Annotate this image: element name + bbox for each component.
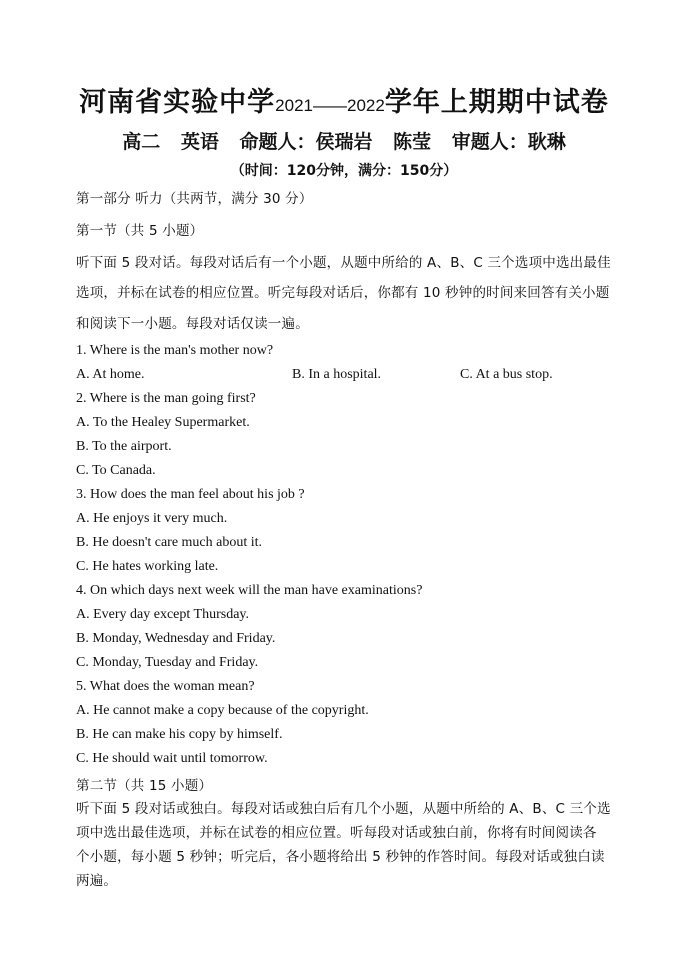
option-b: B. In a hospital.	[292, 367, 382, 382]
section1-instruction-line: 选项，并标在试卷的相应位置。听完每段对话后，你都有 10 秒钟的时间来回答有关小题	[76, 285, 610, 301]
section2-heading: 第二节（共 15 小题）	[76, 778, 213, 794]
reviewer-label: 审题人：耿琳	[451, 131, 566, 153]
title-year: 2021——2022	[275, 96, 385, 115]
section2-instruction-line: 听下面 5 段对话或独白。每段对话或独白后有几个小题，从题中所给的 A、B、C 三个选	[76, 801, 611, 817]
question-3: 3. How does the man feel about his job ?	[76, 487, 305, 502]
option-c: C. He should wait until tomorrow.	[76, 751, 268, 766]
option-c: C. Monday, Tuesday and Friday.	[76, 655, 259, 670]
title-school: 河南省实验中学	[79, 87, 276, 118]
part-heading: 第一部分 听力（共两节，满分 30 分）	[76, 191, 313, 207]
option-a: A. To the Healey Supermarket.	[76, 415, 250, 430]
option-b: B. He doesn't care much about it.	[76, 535, 263, 550]
option-a: A. He cannot make a copy because of the copyright.	[76, 703, 369, 718]
setter-label: 命题人：侯瑞岩	[239, 131, 373, 153]
exam-title	[0, 80, 688, 119]
option-c: C. To Canada.	[76, 463, 156, 478]
exam-subtitle	[0, 127, 688, 154]
option-a: A. At home.	[76, 367, 145, 382]
question-4: 4. On which days next week will the man have examinations?	[76, 583, 423, 598]
section2-instruction-line: 两遍。	[76, 873, 118, 889]
option-a: A. He enjoys it very much.	[76, 511, 228, 526]
setter2-label: 陈莹	[393, 131, 432, 153]
option-b: B. To the airport.	[76, 439, 172, 454]
question-1: 1. Where is the man's mother now?	[76, 343, 274, 358]
section1-instruction-line: 和阅读下一小题。每段对话仅读一遍。	[76, 316, 309, 332]
section1-heading: 第一节（共 5 小题）	[76, 223, 204, 239]
section2-instruction-line: 个小题，每小题 5 秒钟；听完后，各小题将给出 5 秒钟的作答时间。每段对话或独白读	[76, 849, 605, 865]
question-5: 5. What does the woman mean?	[76, 679, 255, 694]
option-c: C. At a bus stop.	[460, 367, 553, 382]
option-b: B. Monday, Wednesday and Friday.	[76, 631, 276, 646]
section1-instruction-line: 听下面 5 段对话。每段对话后有一个小题，从题中所给的 A、B、C 三个选项中选出最佳	[76, 255, 611, 271]
time-info: （时间：120分钟，满分：150分）	[230, 163, 458, 179]
option-a: A. Every day except Thursday.	[76, 607, 249, 622]
section2-instruction-line: 项中选出最佳选项，并标在试卷的相应位置。听每段对话或独白前，你将有时间阅读各	[76, 825, 597, 841]
title-term: 学年上期期中试卷	[384, 87, 609, 118]
question-1-options	[76, 367, 616, 383]
option-b: B. He can make his copy by himself.	[76, 727, 283, 742]
question-2: 2. Where is the man going first?	[76, 391, 256, 406]
option-c: C. He hates working late.	[76, 559, 219, 574]
grade-label: 高二	[122, 131, 161, 153]
subject-label: 英语	[180, 131, 219, 153]
